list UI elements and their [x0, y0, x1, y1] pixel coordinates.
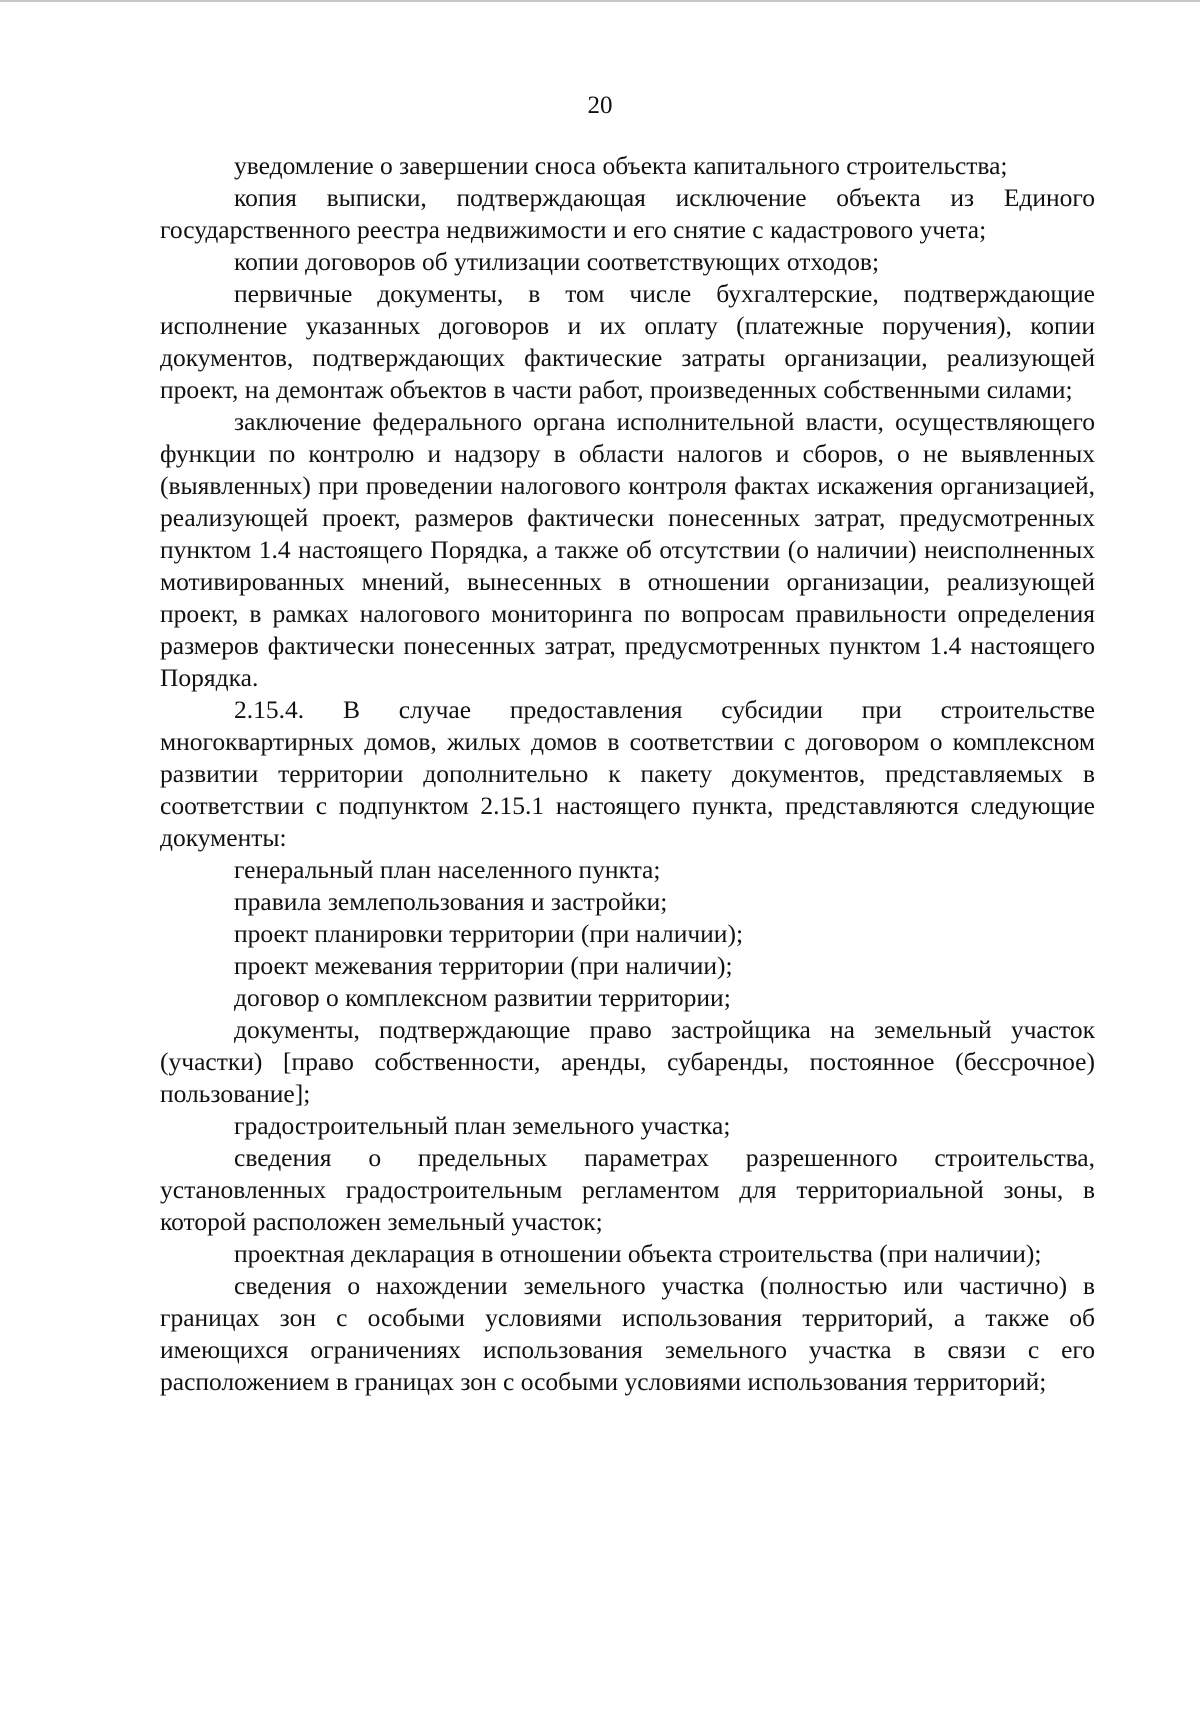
paragraph-development-agreement: договор о комплексном развитии территории;	[234, 983, 731, 1012]
paragraph-waste-contracts: копии договоров об утилизации соответствующих отходов;	[234, 247, 880, 276]
paragraph-surveying-project: проект межевания территории (при наличии);	[234, 951, 733, 980]
paragraph-land-rights: документы, подтверждающие право застройщика на земельный участок (участки) [право собственности, аренды, субаренды, постоянное (бессрочное) пользование];	[160, 1015, 1095, 1108]
paragraph-urban-plan: градостроительный план земельного участка;	[234, 1111, 731, 1140]
paragraph-tax-authority-conclusion: заключение федерального органа исполнительной власти, осуществляющего функции по контролю и надзору в области налогов и сборов, о не выявленных (выявленных) при проведении налогового контроля фактах искажения организацией, реализующей проект, размеров фактически понесенных затрат, предусмотренных пунктом 1.4 настоящего Порядка, а также об отсутствии (о наличии) неисполненных мотивированных мнений, вынесенных в отношении организации, реализующей проект, в рамках налогового мониторинга по вопросам правильности определения размеров фактически понесенных затрат, предусмотренных пунктом 1.4 настоящего Порядка.	[160, 407, 1095, 692]
paragraph-primary-documents: первичные документы, в том числе бухгалтерские, подтверждающие исполнение указанных договоров и их оплату (платежные поручения), копии документов, подтверждающих фактические затраты организации, реализующей проект, на демонтаж объектов в части работ, произведенных собственными силами;	[160, 279, 1095, 404]
paragraph-land-use-rules: правила землепользования и застройки;	[234, 887, 668, 916]
scan-edge-rule	[0, 0, 1200, 2]
paragraph-construction-parameters: сведения о предельных параметрах разрешенного строительства, установленных градостроительным регламентом для территориальной зоны, в которой расположен земельный участок;	[160, 1143, 1095, 1236]
paragraph-section-2-15-4: 2.15.4. В случае предоставления субсидии при строительстве многоквартирных домов, жилых домов в соответствии с договором о комплексном развитии территории дополнительно к пакету документов, представляемых в соответствии с подпунктом 2.15.1 настоящего пункта, представляются следующие документы:	[160, 695, 1095, 852]
document-body	[160, 150, 1095, 1398]
paragraph-general-plan: генеральный план населенного пункта;	[234, 855, 661, 884]
paragraph-planning-project: проект планировки территории (при наличии);	[234, 919, 744, 948]
paragraph-project-declaration: проектная декларация в отношении объекта строительства (при наличии);	[234, 1239, 1042, 1268]
paragraph-registry-extract: копия выписки, подтверждающая исключение объекта из Единого государственного реестра недвижимости и его снятие с кадастрового учета;	[160, 183, 1095, 244]
paragraph-special-zones: сведения о нахождении земельного участка (полностью или частично) в границах зон с особыми условиями использования территорий, а также об имеющихся ограничениях использования земельного участка в связи с его расположением в границах зон с особыми условиями использования территорий;	[160, 1271, 1095, 1396]
page-number: 20	[587, 92, 613, 119]
paragraph-demolition-notice: уведомление о завершении сноса объекта капитального строительства;	[234, 151, 1008, 180]
